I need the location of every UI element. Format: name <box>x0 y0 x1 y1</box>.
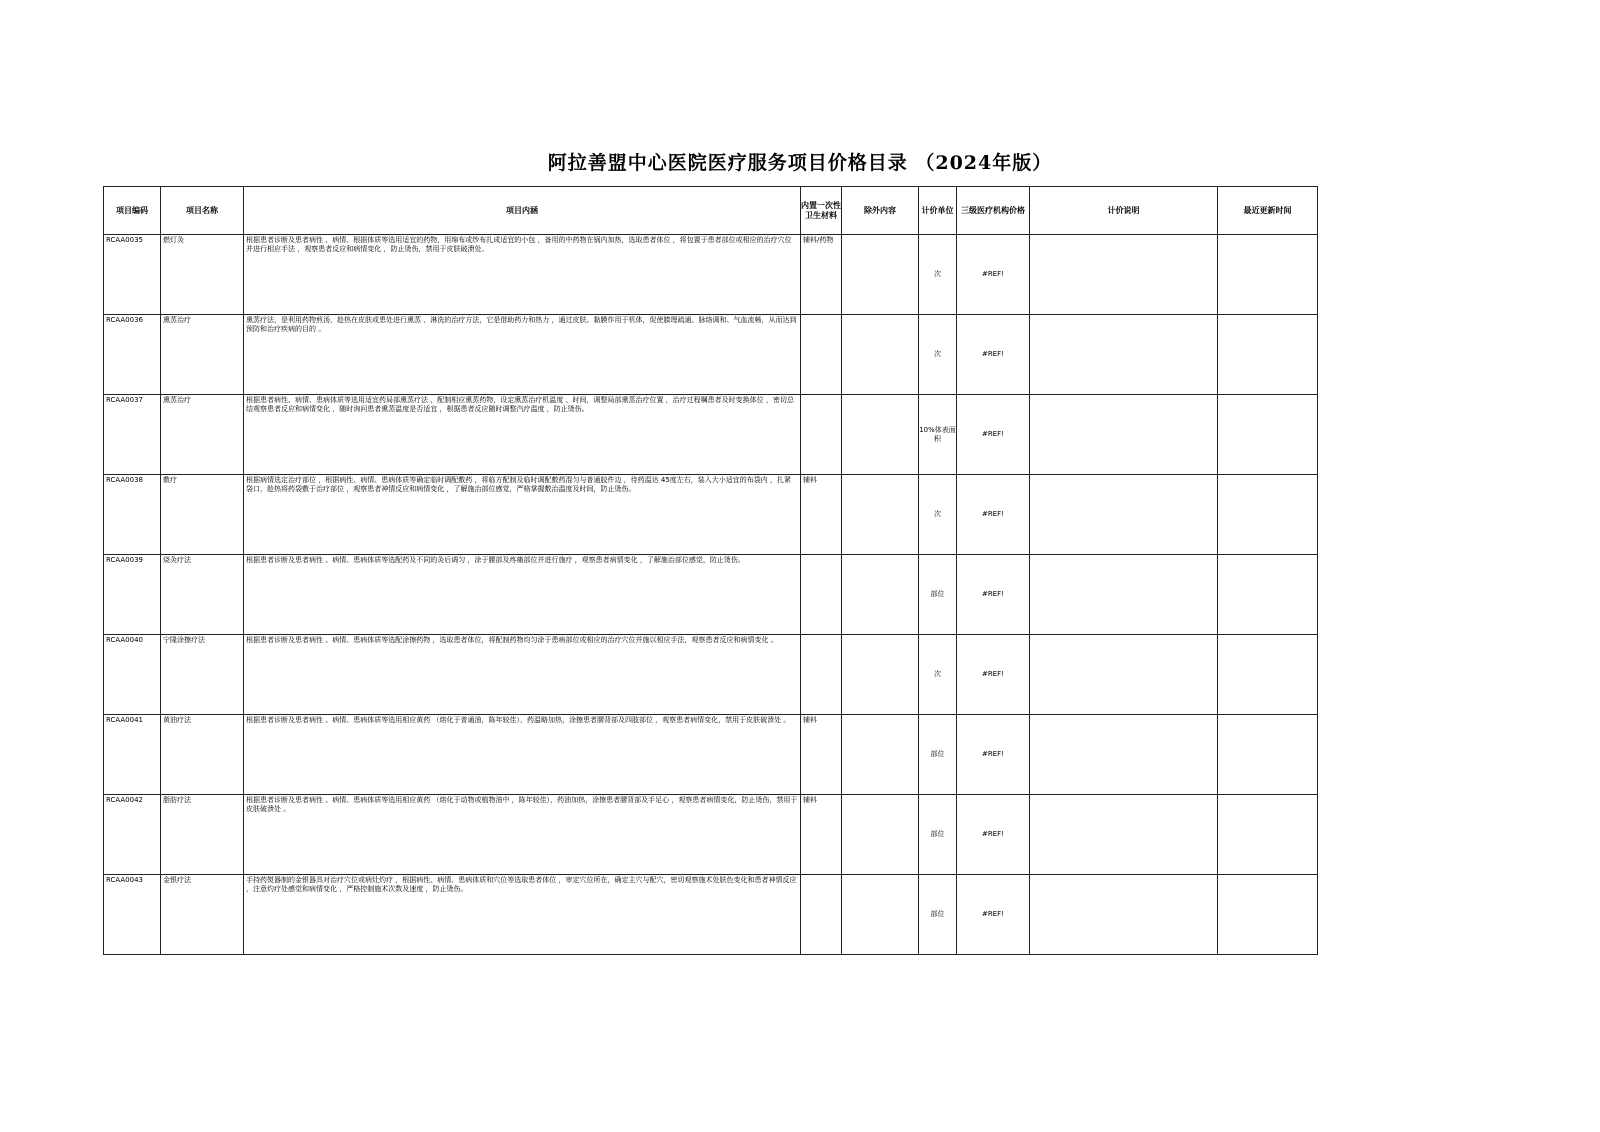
row-unit: 部位 <box>919 795 957 875</box>
table-row <box>104 715 1318 795</box>
row-material: 辅料/药物 <box>801 235 842 315</box>
row-price: #REF! <box>957 235 1030 315</box>
row-material <box>801 875 842 955</box>
row-content: 手持药熨器制的金银器具对治疗穴位或病灶灼疗 ，根据病性、病情、患病体质和穴位等选取患者体位 ，审定穴位所在，确定主穴与配穴，密切观察施术处肤色变化和患者神情反应 ，注意灼疗处感觉和病情变化 ，严格控制施术次数及速度 ，防止烫伤。 <box>244 875 801 955</box>
header-excluded: 除外内容 <box>842 187 919 235</box>
row-name: 燃灯灸 <box>161 235 244 315</box>
row-updated <box>1218 475 1318 555</box>
row-content: 根据患者诊断及患者病性 、病情、患病体质等选配涂擦药物 ，选取患者体位，将配制药物均匀涂于患病部位或相应的治疗穴位并施以相应手法，观察患者反应和病情变化 。 <box>244 635 801 715</box>
row-code: RCAA0040 <box>104 635 161 715</box>
row-price: #REF! <box>957 715 1030 795</box>
row-unit: 部位 <box>919 555 957 635</box>
row-updated <box>1218 315 1318 395</box>
header-content: 项目内涵 <box>244 187 801 235</box>
row-updated <box>1218 795 1318 875</box>
row-note <box>1030 795 1218 875</box>
row-unit: 部位 <box>919 715 957 795</box>
table-row <box>104 795 1318 875</box>
row-content: 根据患者诊断及患者病性 、病情、患病体质等选用相应黄药 （熔化于普通油，陈年较佳），药温略加热，涂擦患者腰背部及四肢部位 ，观察患者病情变化，禁用于皮肤破溃处 。 <box>244 715 801 795</box>
row-material: 辅料 <box>801 475 842 555</box>
table-row <box>104 395 1318 475</box>
row-unit: 10%体表面积 <box>919 395 957 475</box>
row-unit: 次 <box>919 475 957 555</box>
row-price: #REF! <box>957 555 1030 635</box>
document-title: 阿拉善盟中心医院医疗服务项目价格目录 （2024年版） <box>547 152 1053 174</box>
row-content: 根据患者诊断及患者病性 、病情、根据体质等选用适宜的药物，用绵布或纱布扎成适宜的小包 ，备用的中药物在锅内加热，选取患者体位 ，将包置于患者部位或相应的治疗穴位并进行相应手法 ，观察患者反应和病情变化 ，防止烫伤，禁用于皮肤破溃处。 <box>244 235 801 315</box>
row-content: 根据患者诊断及患者病性 、病情、患病体质等选配药及不同的灸后调匀 ，涂于腰部及疼痛部位并进行施疗 ，观察患者病情变化 ，了解施治部位感觉，防止烫伤。 <box>244 555 801 635</box>
row-note <box>1030 715 1218 795</box>
row-price: #REF! <box>957 395 1030 475</box>
table-row <box>104 635 1318 715</box>
row-content: 根据患者诊断及患者病性 、病情、患病体质等选用相应黄药 （熔化于动物或植物油中 ，陈年较佳），药油加热，涂擦患者腰背部及手足心 ，观察患者病情变化，防止烫伤，禁用于皮肤破溃处 。 <box>244 795 801 875</box>
row-excluded <box>842 235 919 315</box>
row-name: 脂肪疗法 <box>161 795 244 875</box>
row-content: 根据患者病性、病情、患病体质等选用适宜药局部熏蒸疗法 ，配制相应熏蒸药物，设定熏蒸治疗机温度 、时间，调整局部熏蒸治疗位置 ，治疗过程嘱患者及时变换体位 ，密切总结观察患者反应和病情变化 ，随时询问患者熏蒸温度是否适宜 ，根据患者反应随时调整汽疗温度 ，防止烫伤。 <box>244 395 801 475</box>
row-name: 宁隆涂擦疗法 <box>161 635 244 715</box>
header-material: 内置一次性卫生材料 <box>801 187 842 235</box>
price-table <box>103 186 1318 955</box>
row-updated <box>1218 635 1318 715</box>
row-updated <box>1218 395 1318 475</box>
row-updated <box>1218 555 1318 635</box>
row-material: 辅料 <box>801 715 842 795</box>
row-excluded <box>842 555 919 635</box>
row-material <box>801 395 842 475</box>
row-code: RCAA0042 <box>104 795 161 875</box>
row-code: RCAA0035 <box>104 235 161 315</box>
row-note <box>1030 875 1218 955</box>
row-name: 金银疗法 <box>161 875 244 955</box>
row-price: #REF! <box>957 315 1030 395</box>
row-note <box>1030 395 1218 475</box>
row-code: RCAA0039 <box>104 555 161 635</box>
row-note <box>1030 315 1218 395</box>
row-price: #REF! <box>957 875 1030 955</box>
header-code: 项目编码 <box>104 187 161 235</box>
row-note <box>1030 635 1218 715</box>
table-row <box>104 555 1318 635</box>
table-row <box>104 315 1318 395</box>
row-updated <box>1218 235 1318 315</box>
row-material <box>801 315 842 395</box>
row-unit: 次 <box>919 315 957 395</box>
row-name: 黄油疗法 <box>161 715 244 795</box>
row-name: 熏蒸治疗 <box>161 315 244 395</box>
row-name: 熏蒸治疗 <box>161 395 244 475</box>
row-price: #REF! <box>957 635 1030 715</box>
row-code: RCAA0036 <box>104 315 161 395</box>
header-note: 计价说明 <box>1030 187 1218 235</box>
row-code: RCAA0038 <box>104 475 161 555</box>
row-updated <box>1218 875 1318 955</box>
table-row <box>104 875 1318 955</box>
table-row <box>104 235 1318 315</box>
row-excluded <box>842 715 919 795</box>
header-updated: 最近更新时间 <box>1218 187 1318 235</box>
row-excluded <box>842 795 919 875</box>
row-name: 烧灸疗法 <box>161 555 244 635</box>
row-note <box>1030 235 1218 315</box>
row-price: #REF! <box>957 475 1030 555</box>
header-unit: 计价单位 <box>919 187 957 235</box>
row-note <box>1030 475 1218 555</box>
row-content: 熏蒸疗法，是利用药物煎汤，趁热在皮肤或患处进行熏蒸 、淋洗的治疗方法，它是借助药力和热力 ，通过皮肤、黏膜作用于机体，促使腠理疏通、脉络调和、气血流畅，从而达到预防和治疗疾病的目的 。 <box>244 315 801 395</box>
row-code: RCAA0037 <box>104 395 161 475</box>
header-name: 项目名称 <box>161 187 244 235</box>
row-content: 根据病情选定治疗部位 ，根据病性、病情、患病体质等确定临时调配敷药 ，将临方配制及临时调配敷药混匀与普通胶件边 ，待药温达 45度左右，装入大小适宜的布袋内 ，扎紧袋口，趁热将药袋敷于治疗部位 ，观察患者神情反应和病情变化 ，了解施治部位感觉，严格掌握敷治温度及时间，防止烫伤。 <box>244 475 801 555</box>
row-unit: 部位 <box>919 875 957 955</box>
row-price: #REF! <box>957 795 1030 875</box>
row-excluded <box>842 395 919 475</box>
row-updated <box>1218 715 1318 795</box>
table-row <box>104 475 1318 555</box>
header-row <box>104 187 1318 235</box>
row-excluded <box>842 875 919 955</box>
row-code: RCAA0043 <box>104 875 161 955</box>
row-unit: 次 <box>919 235 957 315</box>
row-material: 辅料 <box>801 795 842 875</box>
row-code: RCAA0041 <box>104 715 161 795</box>
header-price: 三级医疗机构价格 <box>957 187 1030 235</box>
row-excluded <box>842 635 919 715</box>
row-excluded <box>842 475 919 555</box>
row-material <box>801 555 842 635</box>
row-excluded <box>842 315 919 395</box>
row-note <box>1030 555 1218 635</box>
row-unit: 次 <box>919 635 957 715</box>
row-material <box>801 635 842 715</box>
row-name: 敷疗 <box>161 475 244 555</box>
